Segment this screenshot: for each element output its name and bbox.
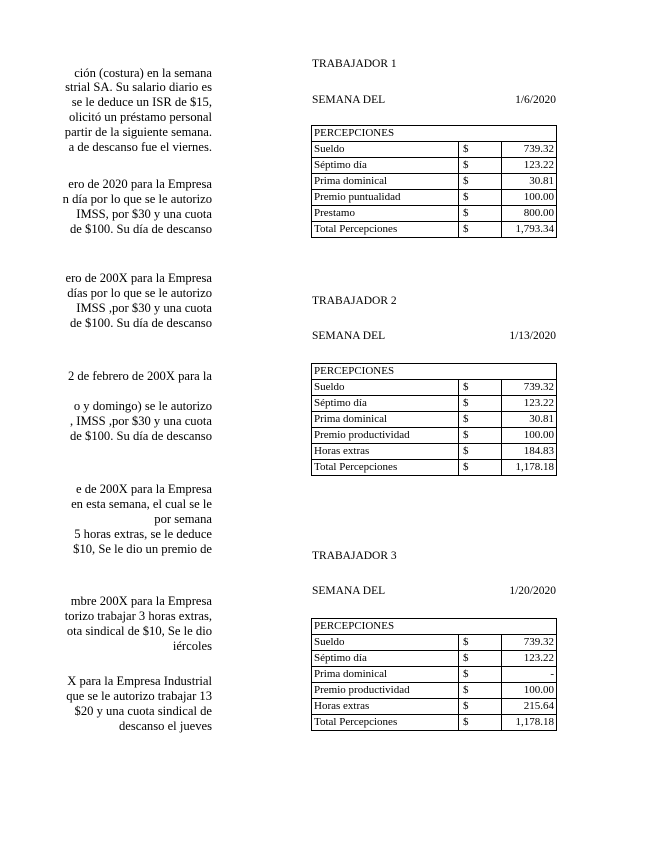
currency-cell: $ (459, 699, 502, 715)
table-row (312, 158, 557, 174)
concept-cell: Séptimo día (312, 396, 459, 412)
amount-cell: 100.00 (502, 190, 557, 206)
worker-1-perceptions-table (311, 125, 557, 238)
table-row (312, 396, 557, 412)
concept-cell: Total Percepciones (312, 715, 459, 731)
text-line: de $100. Su día de descanso (70, 222, 212, 236)
currency-cell: $ (459, 206, 502, 222)
text-line: 2 de febrero de 200X para la (67, 369, 212, 383)
worker-3-week-label: SEMANA DEL (312, 585, 386, 597)
amount-cell: 1,178.18 (502, 715, 557, 731)
concept-cell: Premio productividad (312, 683, 459, 699)
table-row (312, 206, 557, 222)
table-row (312, 683, 557, 699)
worker-3-perceptions-table (311, 618, 557, 731)
worker-3-title: TRABAJADOR 3 (312, 550, 397, 562)
text-line: partir de la siguiente semana. (64, 125, 212, 139)
amount-cell: 215.64 (502, 699, 557, 715)
text-line: IMSS ,por $30 y una cuota (76, 301, 212, 315)
amount-cell: 739.32 (502, 380, 557, 396)
table-row (312, 699, 557, 715)
amount-cell: 30.81 (502, 174, 557, 190)
currency-cell: $ (459, 428, 502, 444)
text-line: o y domingo) se le autorizo (73, 399, 212, 413)
text-line: a de descanso fue el viernes. (68, 140, 212, 154)
currency-cell: $ (459, 715, 502, 731)
concept-cell: Horas extras (312, 444, 459, 460)
currency-cell: $ (459, 396, 502, 412)
text-line: de $100. Su día de descanso (70, 429, 212, 443)
amount-cell: 739.32 (502, 635, 557, 651)
concept-cell: Premio productividad (312, 428, 459, 444)
text-line: por semana (154, 512, 212, 526)
text-line: de $100. Su día de descanso (70, 316, 212, 330)
concept-cell: Prima dominical (312, 174, 459, 190)
worker-2-title: TRABAJADOR 2 (312, 295, 397, 307)
currency-cell: $ (459, 460, 502, 476)
amount-cell: 100.00 (502, 428, 557, 444)
text-line: $10, Se le dio un premio de (73, 542, 212, 556)
currency-cell: $ (459, 412, 502, 428)
text-line: se le deduce un ISR de $15, (71, 95, 212, 109)
concept-cell: Total Percepciones (312, 222, 459, 238)
amount-cell: 30.81 (502, 412, 557, 428)
currency-cell: $ (459, 158, 502, 174)
text-line: , IMSS ,por $30 y una cuota (69, 414, 212, 428)
text-line: en esta semana, el cual se le (71, 497, 212, 511)
amount-cell: 1,793.34 (502, 222, 557, 238)
worker-1-week-date: 1/6/2020 (515, 94, 556, 106)
concept-cell: Prestamo (312, 206, 459, 222)
text-line: ota sindical de $10, Se le dio (66, 624, 212, 638)
concept-cell: Prima dominical (312, 667, 459, 683)
table-row (312, 667, 557, 683)
currency-cell: $ (459, 380, 502, 396)
currency-cell: $ (459, 683, 502, 699)
concept-cell: Sueldo (312, 142, 459, 158)
text-line: $20 y una cuota sindical de (74, 704, 212, 718)
worker-2-week-date: 1/13/2020 (509, 330, 556, 342)
text-line: torizo trabajar 3 horas extras, (64, 609, 212, 623)
text-line: iércoles (172, 639, 212, 653)
table-row (312, 428, 557, 444)
amount-cell: 184.83 (502, 444, 557, 460)
worker-1-title: TRABAJADOR 1 (312, 58, 397, 70)
amount-cell: 100.00 (502, 683, 557, 699)
worker-2-perceptions-table (311, 363, 557, 476)
text-line: días por lo que se le autorizo (67, 286, 212, 300)
text-line: X para la Empresa Industrial (67, 674, 212, 688)
text-line: mbre 200X para la Empresa (70, 594, 212, 608)
worker-2-week-label: SEMANA DEL (312, 330, 386, 342)
table-total-row (312, 222, 557, 238)
table-title: PERCEPCIONES (312, 126, 557, 142)
amount-cell: 123.22 (502, 158, 557, 174)
currency-cell: $ (459, 635, 502, 651)
text-line: ero de 2020 para la Empresa (68, 177, 212, 191)
currency-cell: $ (459, 174, 502, 190)
concept-cell: Premio puntualidad (312, 190, 459, 206)
table-total-row (312, 460, 557, 476)
text-line: IMSS, por $30 y una cuota (76, 207, 212, 221)
table-row (312, 142, 557, 158)
concept-cell: Sueldo (312, 380, 459, 396)
table-row (312, 635, 557, 651)
worker-3-week-date: 1/20/2020 (509, 585, 556, 597)
table-row (312, 174, 557, 190)
text-line: ción (costura) en la semana (74, 66, 212, 80)
concept-cell: Horas extras (312, 699, 459, 715)
text-line: descanso el jueves (118, 719, 212, 733)
amount-cell: 800.00 (502, 206, 557, 222)
text-line: strial SA. Su salario diario es (65, 80, 212, 94)
table-row (312, 651, 557, 667)
text-line: olicitó un préstamo personal (68, 110, 212, 124)
concept-cell: Sueldo (312, 635, 459, 651)
amount-cell: 123.22 (502, 396, 557, 412)
table-row (312, 412, 557, 428)
table-row (312, 380, 557, 396)
text-line: n día por lo que se le autorizo (62, 192, 212, 206)
table-row (312, 444, 557, 460)
currency-cell: $ (459, 667, 502, 683)
currency-cell: $ (459, 142, 502, 158)
concept-cell: Séptimo día (312, 158, 459, 174)
text-line: 5 horas extras, se le deduce (74, 527, 212, 541)
table-title: PERCEPCIONES (312, 364, 557, 380)
table-total-row (312, 715, 557, 731)
worker-1-week-label: SEMANA DEL (312, 94, 386, 106)
concept-cell: Séptimo día (312, 651, 459, 667)
amount-cell: - (502, 667, 557, 683)
table-row (312, 190, 557, 206)
table-title: PERCEPCIONES (312, 619, 557, 635)
currency-cell: $ (459, 190, 502, 206)
text-line: ero de 200X para la Empresa (65, 271, 212, 285)
currency-cell: $ (459, 222, 502, 238)
text-line: que se le autorizo trabajar 13 (66, 689, 212, 703)
amount-cell: 739.32 (502, 142, 557, 158)
currency-cell: $ (459, 651, 502, 667)
amount-cell: 1,178.18 (502, 460, 557, 476)
text-line: e de 200X para la Empresa (75, 482, 212, 496)
exercise-text-column (0, 0, 212, 848)
concept-cell: Prima dominical (312, 412, 459, 428)
concept-cell: Total Percepciones (312, 460, 459, 476)
currency-cell: $ (459, 444, 502, 460)
amount-cell: 123.22 (502, 651, 557, 667)
